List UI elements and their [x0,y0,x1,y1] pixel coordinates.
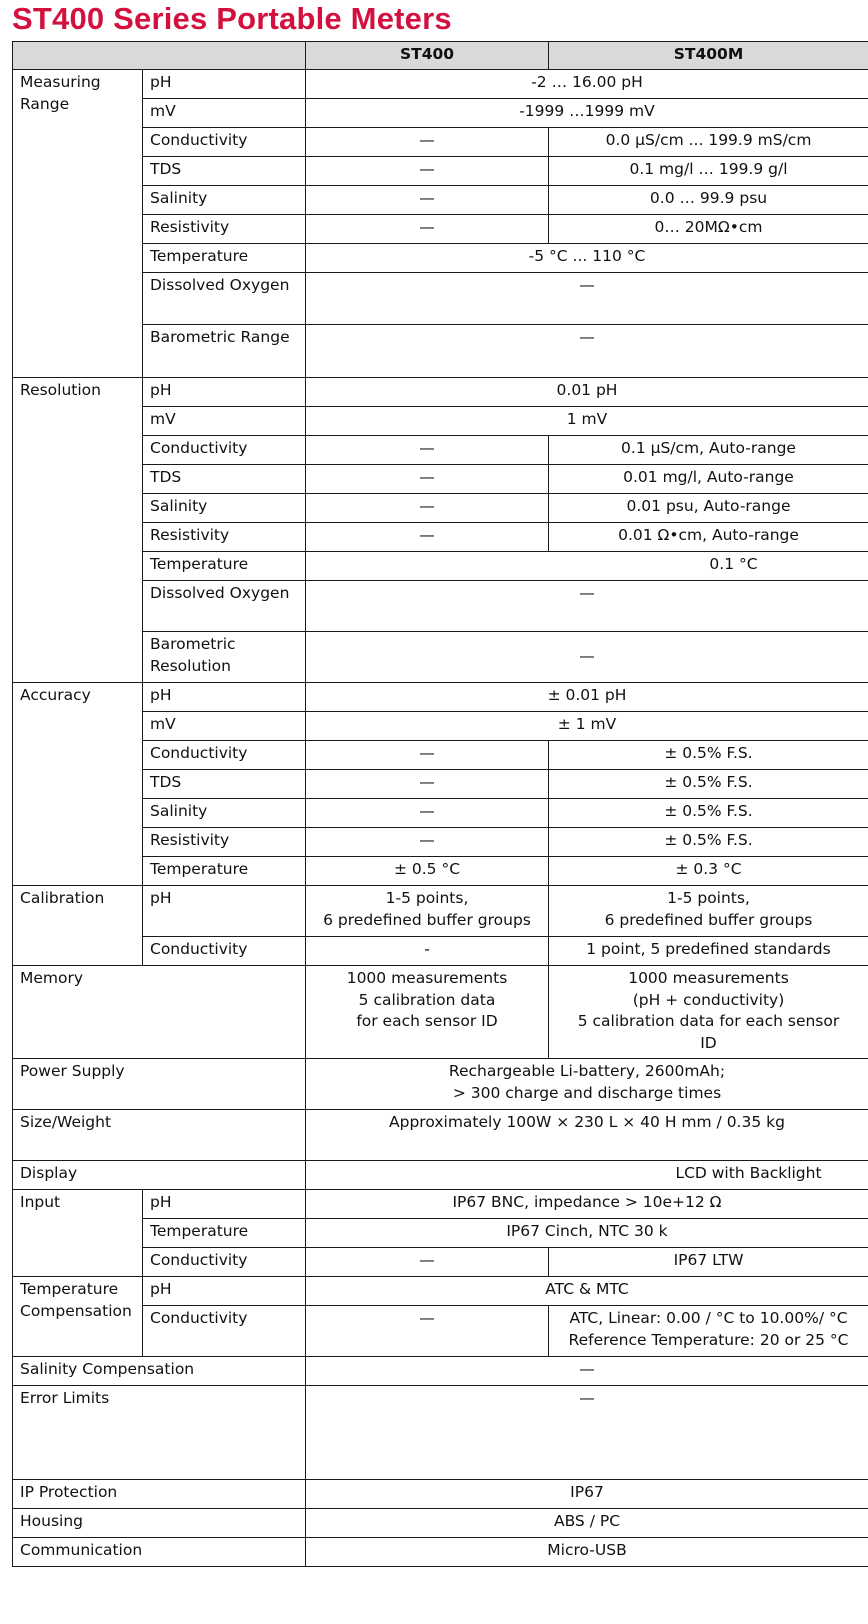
section-label-ip-protection: IP Protection [13,1480,306,1509]
table-row [13,886,868,937]
value-cell: — [306,1357,868,1386]
section-label-power-supply: Power Supply [13,1059,306,1110]
table-header-row [13,42,868,70]
param-label: Conductivity [143,1248,306,1277]
table-row [13,1509,868,1538]
param-label: Dissolved Oxygen [143,581,306,632]
table-row [13,1480,868,1509]
value-cell-st400m: ± 0.5% F.S. [549,799,868,828]
text-line: 1-5 points, [385,889,469,907]
param-label: Conductivity [143,1306,306,1357]
param-label: TDS [143,770,306,799]
value-cell: 0.01 pH [306,378,868,407]
value-cell-st400: — [306,186,549,215]
section-label-size-weight: Size/Weight [13,1110,306,1161]
param-label: Temperature [143,552,306,581]
value-cell-st400: - [306,937,549,966]
param-label: Salinity [143,799,306,828]
value-cell: ± 1 mV [306,712,868,741]
table-row [13,966,868,1059]
value-cell: -1999 …1999 mV [306,99,868,128]
table-row [13,378,868,407]
value-cell-st400: — [306,436,549,465]
param-label: pH [143,70,306,99]
value-cell-st400: — [306,523,549,552]
value-cell-st400m: 0.0 µS/cm ... 199.9 mS/cm [549,128,868,157]
section-label-memory: Memory [13,966,306,1059]
param-label: Barometric Range [143,325,306,378]
value-cell: -2 … 16.00 pH [306,70,868,99]
value-cell-st400: — [306,1306,549,1357]
param-label: Barometric Resolution [143,632,306,683]
value-cell: 1 mV [306,407,868,436]
value-cell-st400: — [306,128,549,157]
table-row [13,1538,868,1567]
param-label: TDS [143,465,306,494]
text-line: ID [700,1033,717,1052]
value-cell-st400m [549,966,868,1059]
value-cell [306,1059,868,1110]
value-cell-st400m: ± 0.5% F.S. [549,828,868,857]
value-cell-st400: — [306,770,549,799]
param-label: Resistivity [143,828,306,857]
value-cell-st400m: 0.01 mg/l, Auto-range [549,465,868,494]
text-line: 6 predefined buffer groups [604,910,813,929]
value-cell-st400: — [306,799,549,828]
section-label-temperature-compensation: Temperature Compensation [13,1277,143,1357]
param-label: TDS [143,157,306,186]
table-row [13,1357,868,1386]
value-cell: — [306,581,868,632]
param-label: pH [143,886,306,937]
page-title: ST400 Series Portable Meters [12,1,452,36]
value-cell-st400m: ± 0.5% F.S. [549,770,868,799]
section-label-resolution: Resolution [13,378,143,683]
section-label-communication: Communication [13,1538,306,1567]
table-row [13,1059,868,1110]
value-cell-st400m: 0… 20MΩ•cm [549,215,868,244]
param-label: pH [143,378,306,407]
value-cell: IP67 [306,1480,868,1509]
value-cell: LCD with Backlight [306,1161,868,1190]
value-cell-st400 [306,966,549,1059]
value-cell-st400: — [306,157,549,186]
value-cell-st400m: 0.01 psu, Auto-range [549,494,868,523]
value-cell: Micro-USB [306,1538,868,1567]
value-cell-st400m: 0.1 mg/l … 199.9 g/l [549,157,868,186]
param-label: mV [143,99,306,128]
text-line: 1000 measurements [346,969,508,987]
text-line: 6 predefined buffer groups [323,910,531,929]
value-cell: -5 °C ... 110 °C [306,244,868,273]
param-label: Salinity [143,494,306,523]
value-cell-st400: — [306,494,549,523]
text-line: Rechargeable Li-battery, 2600mAh; [448,1062,726,1080]
section-label-display: Display [13,1161,306,1190]
value-cell-st400 [306,886,549,937]
table-row [13,1110,868,1161]
value-cell: — [306,1386,868,1480]
value-cell: ABS / PC [306,1509,868,1538]
value-cell-st400: — [306,741,549,770]
table-row [13,683,868,712]
section-label-housing: Housing [13,1509,306,1538]
param-label: Temperature [143,244,306,273]
value-cell-st400m [549,886,868,937]
value-cell: IP67 Cinch, NTC 30 k [306,1219,868,1248]
text-line: for each sensor ID [356,1012,498,1030]
value-cell-st400m: ± 0.3 °C [549,857,868,886]
param-label: Temperature [143,857,306,886]
text-line: > 300 charge and discharge times [452,1083,722,1102]
section-label-error-limits: Error Limits [13,1386,306,1480]
value-cell-st400: — [306,215,549,244]
param-label: Temperature [143,1219,306,1248]
value-cell: ATC & MTC [306,1277,868,1306]
header-blank [13,42,306,70]
value-cell: IP67 BNC, impedance > 10e+12 Ω [306,1190,868,1219]
section-label-accuracy: Accuracy [13,683,143,886]
value-cell-st400m: 0.1 µS/cm, Auto-range [549,436,868,465]
value-cell-st400m: 1 point, 5 predefined standards [549,937,868,966]
text-line: 5 calibration data for each sensor [577,1012,840,1030]
param-label: pH [143,683,306,712]
header-st400m: ST400M [549,42,868,70]
value-cell: — [306,273,868,325]
section-label-input: Input [13,1190,143,1277]
param-label: Conductivity [143,128,306,157]
section-label-calibration: Calibration [13,886,143,966]
table-row [13,70,868,99]
param-label: Salinity [143,186,306,215]
table-row [13,1161,868,1190]
table-row [13,1190,868,1219]
value-cell: 0.1 °C [306,552,868,581]
value-cell-st400m: 0.01 Ω•cm, Auto-range [549,523,868,552]
value-cell-st400m: ± 0.5% F.S. [549,741,868,770]
param-label: Resistivity [143,215,306,244]
table-row [13,1386,868,1480]
param-label: mV [143,712,306,741]
section-label-measuring-range: Measuring Range [13,70,143,378]
text-line: ATC, Linear: 0.00 / °C to 10.00%/ °C [569,1309,848,1327]
header-st400: ST400 [306,42,549,70]
value-cell-st400: — [306,828,549,857]
spec-table [12,41,868,1567]
param-label: Conductivity [143,436,306,465]
value-cell-st400m: IP67 LTW [549,1248,868,1277]
param-label: Resistivity [143,523,306,552]
text-line: 1000 measurements [628,969,789,987]
param-label: pH [143,1277,306,1306]
text-line: (pH + conductivity) [632,990,785,1009]
section-label-salinity-compensation: Salinity Compensation [13,1357,306,1386]
value-cell: — [306,325,868,378]
param-label: mV [143,407,306,436]
table-row [13,1277,868,1306]
text-line: Reference Temperature: 20 or 25 °C [568,1330,849,1349]
text-line: 5 calibration data [358,990,496,1009]
value-cell-st400: — [306,1248,549,1277]
value-cell-st400: ± 0.5 °C [306,857,549,886]
param-label: pH [143,1190,306,1219]
value-cell: Approximately 100W × 230 L × 40 H mm / 0.35 kg [306,1110,868,1161]
value-cell-st400m [549,1306,868,1357]
value-cell-st400: — [306,465,549,494]
param-label: Dissolved Oxygen [143,273,306,325]
param-label: Conductivity [143,937,306,966]
param-label: Conductivity [143,741,306,770]
value-cell: — [306,632,868,683]
text-line: 1-5 points, [667,889,750,907]
value-cell-st400m: 0.0 … 99.9 psu [549,186,868,215]
value-cell: ± 0.01 pH [306,683,868,712]
